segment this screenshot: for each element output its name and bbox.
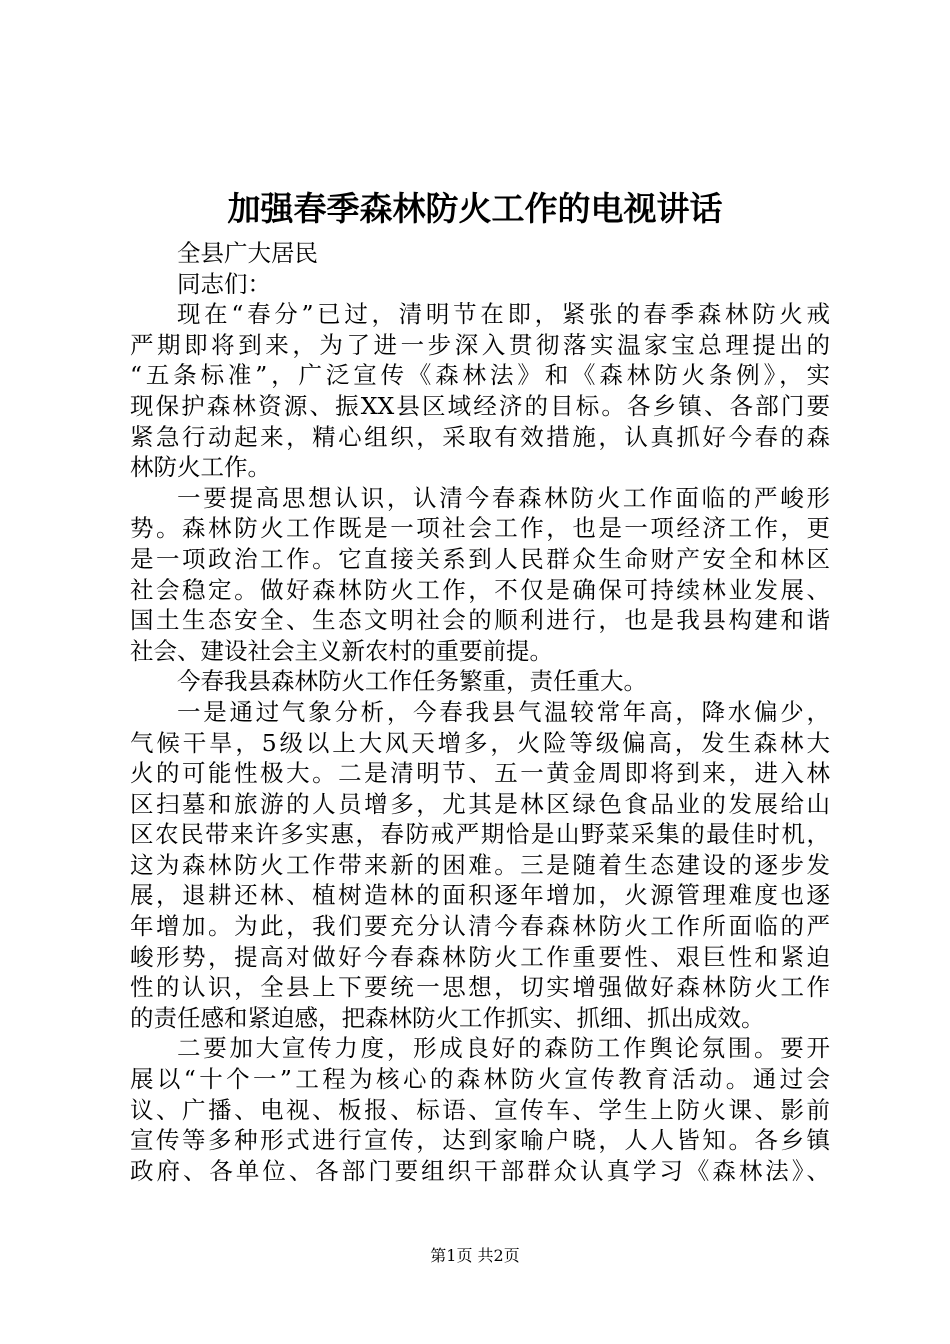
document-body [130, 238, 830, 1186]
text-line: 一要提高思想认识，认清今春森林防火工作面临的严峻形 [177, 483, 830, 512]
text-line: 二要加大宣传力度，形成良好的森防工作舆论氛围。要开 [177, 1034, 830, 1063]
text-line: 一是通过气象分析，今春我县气温较常年高，降水偏少， [177, 697, 830, 726]
text-line: 现在“春分”已过，清明节在即，紧张的春季森林防火戒 [177, 300, 830, 329]
text-line: 社会稳定。做好森林防火工作，不仅是确保可持续林业发展、 [130, 575, 830, 604]
text-line: 气候干旱，5级以上大风天增多，火险等级偏高，发生森林大 [130, 728, 830, 757]
text-line: 宣传等多种形式进行宣传，达到家喻户晓，人人皆知。各乡镇 [130, 1126, 830, 1155]
text-line: 政府、各单位、各部门要组织干部群众认真学习《森林法》、 [130, 1156, 830, 1185]
text-line: 势。森林防火工作既是一项社会工作，也是一项经济工作，更 [130, 514, 830, 543]
text-line: 展，退耕还林、植树造林的面积逐年增加，火源管理难度也逐 [130, 881, 830, 910]
text-line: 峻形势，提高对做好今春森林防火工作重要性、艰巨性和紧迫 [130, 942, 830, 971]
text-line: 展以“十个一”工程为核心的森林防火宣传教育活动。通过会 [130, 1065, 830, 1094]
text-line: “五条标准”，广泛宣传《森林法》和《森林防火条例》，实 [130, 361, 830, 390]
text-line: 林防火工作。 [130, 453, 271, 482]
text-line: 社会、建设社会主义新农村的重要前提。 [130, 636, 553, 665]
text-line: 议、广播、电视、板报、标语、宣传车、学生上防火课、影前 [130, 1095, 830, 1124]
text-line: 同志们： [177, 269, 271, 298]
text-line: 今春我县森林防火工作任务繁重，责任重大。 [177, 667, 647, 696]
text-line: 现保护森林资源、振XX县区域经济的目标。各乡镇、各部门要 [130, 391, 830, 420]
text-line: 紧急行动起来，精心组织，采取有效措施，认真抓好今春的森 [130, 422, 830, 451]
text-line: 区扫墓和旅游的人员增多，尤其是林区绿色食品业的发展给山 [130, 789, 830, 818]
text-line: 年增加。为此，我们要充分认清今春森林防火工作所面临的严 [130, 912, 830, 941]
page-footer: 第1页 共2页 [430, 1246, 520, 1265]
document-title: 加强春季森林防火工作的电视讲话 [227, 189, 723, 228]
text-line: 区农民带来许多实惠，春防戒严期恰是山野菜采集的最佳时机， [130, 820, 830, 849]
text-line: 是一项政治工作。它直接关系到人民群众生命财产安全和林区 [130, 544, 830, 573]
text-line: 全县广大居民 [177, 239, 318, 267]
text-line: 严期即将到来，为了进一步深入贯彻落实温家宝总理提出的 [130, 330, 830, 359]
text-line: 火的可能性极大。二是清明节、五一黄金周即将到来，进入林 [130, 759, 830, 788]
text-line: 这为森林防火工作带来新的困难。三是随着生态建设的逐步发 [130, 850, 830, 879]
text-line: 国土生态安全、生态文明社会的顺利进行，也是我县构建和谐 [130, 606, 830, 635]
text-line: 性的认识，全县上下要统一思想，切实增强做好森林防火工作 [130, 973, 830, 1002]
text-line: 的责任感和紧迫感，把森林防火工作抓实、抓细、抓出成效。 [130, 1003, 765, 1032]
